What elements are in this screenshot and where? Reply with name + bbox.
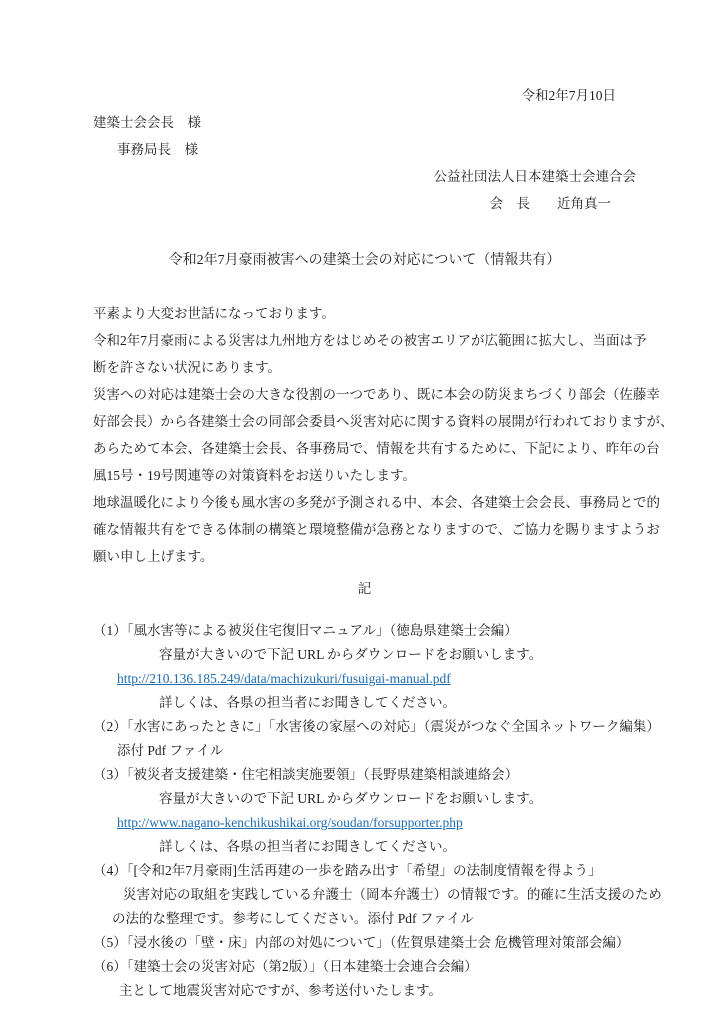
recipient-chairman: 建築士会会長 様 bbox=[93, 115, 201, 130]
body-line: 確な情報共有をできる体制の構築と環境整備が急務となりますので、ご協力を賜りますようお bbox=[93, 522, 660, 537]
list-line: の法的な整理です。参考にしてください。添付 Pdf ファイル bbox=[112, 911, 474, 926]
list-line: （3）「被災者支援建築・住宅相談実施要領」（長野県建築相談連絡会） bbox=[93, 767, 519, 782]
list-line: （6）「建築士会の災害対応（第2版）」（日本建築士会連合会編） bbox=[93, 959, 478, 974]
list-line-link bbox=[93, 667, 636, 691]
body-line: 令和2年7月豪雨による災害は九州地方をはじめその被害エリアが広範囲に拡大し、当面は予 bbox=[93, 333, 647, 348]
list-line: （2）「水害にあったときに」「水害後の家屋への対応」（震災がつなぐ全国ネットワーク編集） bbox=[93, 719, 660, 734]
list-line: 容量が大きいので下記 URL からダウンロードをお願いします。 bbox=[159, 791, 543, 806]
body-line: 好部会長）から各建築士会の同部会委員へ災害対応に関する資料の展開が行われておりますが、 bbox=[93, 414, 674, 429]
list-line: 添付 Pdf ファイル bbox=[117, 743, 224, 758]
list-line: （4）「[令和2年7月豪雨]生活再建の一歩を踏み出す「希望」の法制度情報を得よう」 bbox=[93, 863, 602, 878]
list-line-link bbox=[93, 811, 636, 835]
body-line: 地球温暖化により今後も風水害の多発が予測される中、本会、各建築士会会長、事務局とで的 bbox=[93, 495, 660, 510]
recipient-secretary-general: 事務局長 様 bbox=[117, 142, 198, 157]
body-line: あらためて本会、各建築士会長、各事務局で、情報を共有するために、下記により、昨年の台 bbox=[93, 441, 660, 456]
list-line: （5）「浸水後の「壁・床」内部の対処について」（佐賀県建築士会 危機管理対策部会編） bbox=[93, 935, 630, 950]
sender-representative: 会 長 近角真一 bbox=[489, 196, 611, 211]
body-lines bbox=[93, 300, 674, 570]
list-line: 容量が大きいので下記 URL からダウンロードをお願いします。 bbox=[159, 647, 543, 662]
body-line: 風15号・19号関連等の対策資料をお送りいたします。 bbox=[93, 468, 416, 483]
body-line: 平素より大変お世話になっております。 bbox=[93, 306, 335, 321]
list-lines bbox=[93, 619, 662, 1003]
body-line: 断を許さない状況にあります。 bbox=[93, 360, 281, 375]
list-line: 災害対応の取組を実践している弁護士（岡本弁護士）の情報です。的確に生活支援のため bbox=[123, 887, 662, 902]
list-line: 主として地震災害対応ですが、参考送付いたします。 bbox=[119, 983, 442, 998]
list-line: （1）「風水害等による被災住宅復旧マニュアル」（徳島県建築士会編） bbox=[93, 623, 518, 638]
list-line: 詳しくは、各県の担当者にお聞きしてください。 bbox=[159, 839, 456, 854]
sender-organization: 公益社団法人日本建築士会連合会 bbox=[433, 169, 636, 184]
record-marker: 記 bbox=[357, 581, 372, 596]
body-line: 災害への対応は建築士会の大きな役割の一つであり、既に本会の防災まちづくり部会（佐藤幸 bbox=[93, 387, 660, 402]
url-link[interactable]: http://210.136.185.249/data/machizukuri/fusuigai-manual.pdf bbox=[117, 671, 451, 686]
url-link[interactable]: http://www.nagano-kenchikushikai.org/soudan/forsupporter.php bbox=[117, 815, 463, 830]
body-line: 願い申し上げます。 bbox=[93, 549, 214, 564]
list-line: 詳しくは、各県の担当者にお聞きしてください。 bbox=[159, 695, 456, 710]
letter-date: 令和2年7月10日 bbox=[521, 88, 616, 103]
document-title: 令和2年7月豪雨被害への建築士会の対応について（情報共有） bbox=[168, 253, 561, 268]
